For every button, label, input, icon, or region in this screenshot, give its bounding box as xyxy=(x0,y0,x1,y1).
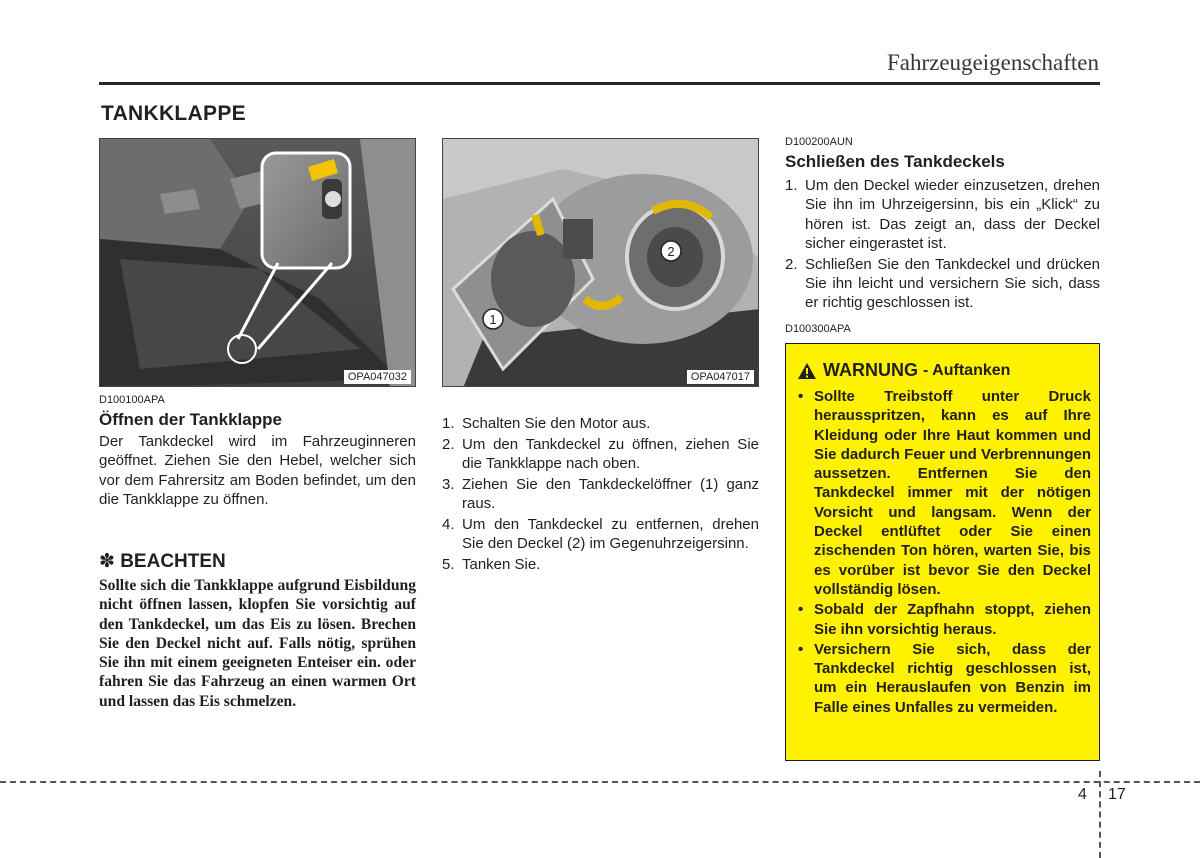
figure-code: OPA047017 xyxy=(687,370,754,384)
page-heading: TANKKLAPPE xyxy=(101,102,246,125)
list-item: 4. Um den Tankdeckel zu entfernen, drehen Sie den Deckel (2) im Gegenuhrzeigersinn. xyxy=(442,515,759,553)
header-rule xyxy=(99,82,1100,85)
list-item: 2. Um den Tankdeckel zu öffnen, ziehen Sie die Tankklappe nach oben. xyxy=(442,435,759,473)
list-item: • Versichern Sie sich, dass der Tankdeckel richtig geschlossen ist, um ein Herauslaufen von Benzin im Falle eines Unfalles zu vermeiden. xyxy=(798,640,1091,716)
section-code: D100200AUN xyxy=(785,136,853,148)
list-item: • Sobald der Zapfhahn stoppt, ziehen Sie ihn vorsichtig heraus. xyxy=(798,601,1091,638)
note-body: Sollte sich die Tankklappe aufgrund Eisbildung nicht öffnen lassen, klopfen Sie vorsichtig auf den Tankdeckel, um das Eis zu lösen. Brechen Sie den Deckel nicht auf. Falls nötig, sprühen Sie ihn mit einem geeigneten Enteiser ein. oder fahren Sie das Fahrzeug an einen warmen Ort und lassen das Eis schmelzen. xyxy=(99,577,416,710)
section-title-close: Schließen des Tankdeckels xyxy=(785,152,1005,171)
list-item: 5. Tanken Sie. xyxy=(442,556,541,574)
note-title: ✽ BEACHTEN xyxy=(99,551,226,572)
warning-triangle-icon xyxy=(797,362,817,380)
section-title-open: Öffnen der Tankklappe xyxy=(99,410,282,429)
list-item: 1. Um den Deckel wieder einzusetzen, drehen Sie ihn im Uhrzeigersinn, bis ein „Klick“ zu hören ist. Das zeigt an, dass der Deckel sicher eingerastet ist. xyxy=(785,177,1100,252)
fuel-door-illustration xyxy=(443,139,759,387)
close-steps-list xyxy=(785,176,1100,314)
list-item: • Sollte Treibstoff unter Druck herausspritzen, kann es auf Ihre Kleidung oder Ihre Haut kommen und Sie dadurch Feuer und Verbrennungen aussetzen. Entfernen Sie den Tankdeckel immer mit der nötigen Vorsicht und langsam. Wenn der Deckel entlüftet oder Sie einen zischenden Ton hören, warten Sie, bis es vorüber ist bevor Sie den Deckel vollständig lösen. xyxy=(798,388,1091,598)
warning-subtitle: - Auftanken xyxy=(923,361,1011,379)
figure-fuel-door xyxy=(442,138,759,387)
footer-vertical-rule xyxy=(1099,771,1101,858)
chapter-number: 4 xyxy=(1078,786,1087,803)
list-item: 1. Schalten Sie den Motor aus. xyxy=(442,415,651,432)
callout-2: 2 xyxy=(667,244,675,259)
page-number: 17 xyxy=(1108,786,1126,803)
warning-title: WARNUNG xyxy=(823,360,918,380)
callout-1: 1 xyxy=(489,312,497,327)
warning-box xyxy=(785,343,1100,761)
figure-code: OPA047032 xyxy=(344,370,411,384)
interior-lever-illustration xyxy=(100,139,416,387)
section-code: D100300APA xyxy=(785,323,851,335)
warning-list xyxy=(796,387,1091,718)
list-item: 2. Schließen Sie den Tankdeckel und drücken Sie ihn leicht und versichern Sie sich, dass er richtig geschlossen ist. xyxy=(785,255,1100,312)
open-paragraph: Der Tankdeckel wird im Fahrzeuginneren geöffnet. Ziehen Sie den Hebel, welcher sich vor dem Fahrersitz am Boden befindet, um den die Tankklappe zu öffnen. xyxy=(99,433,416,508)
section-title: Fahrzeugeigenschaften xyxy=(886,50,1099,75)
footer-dashed-rule xyxy=(0,781,1200,783)
open-steps-list xyxy=(442,414,759,576)
list-item: 3. Ziehen Sie den Tankdeckelöffner (1) ganz raus. xyxy=(442,475,759,513)
figure-interior-lever xyxy=(99,138,416,387)
warning-header xyxy=(797,360,1010,381)
section-code: D100100APA xyxy=(99,394,165,406)
